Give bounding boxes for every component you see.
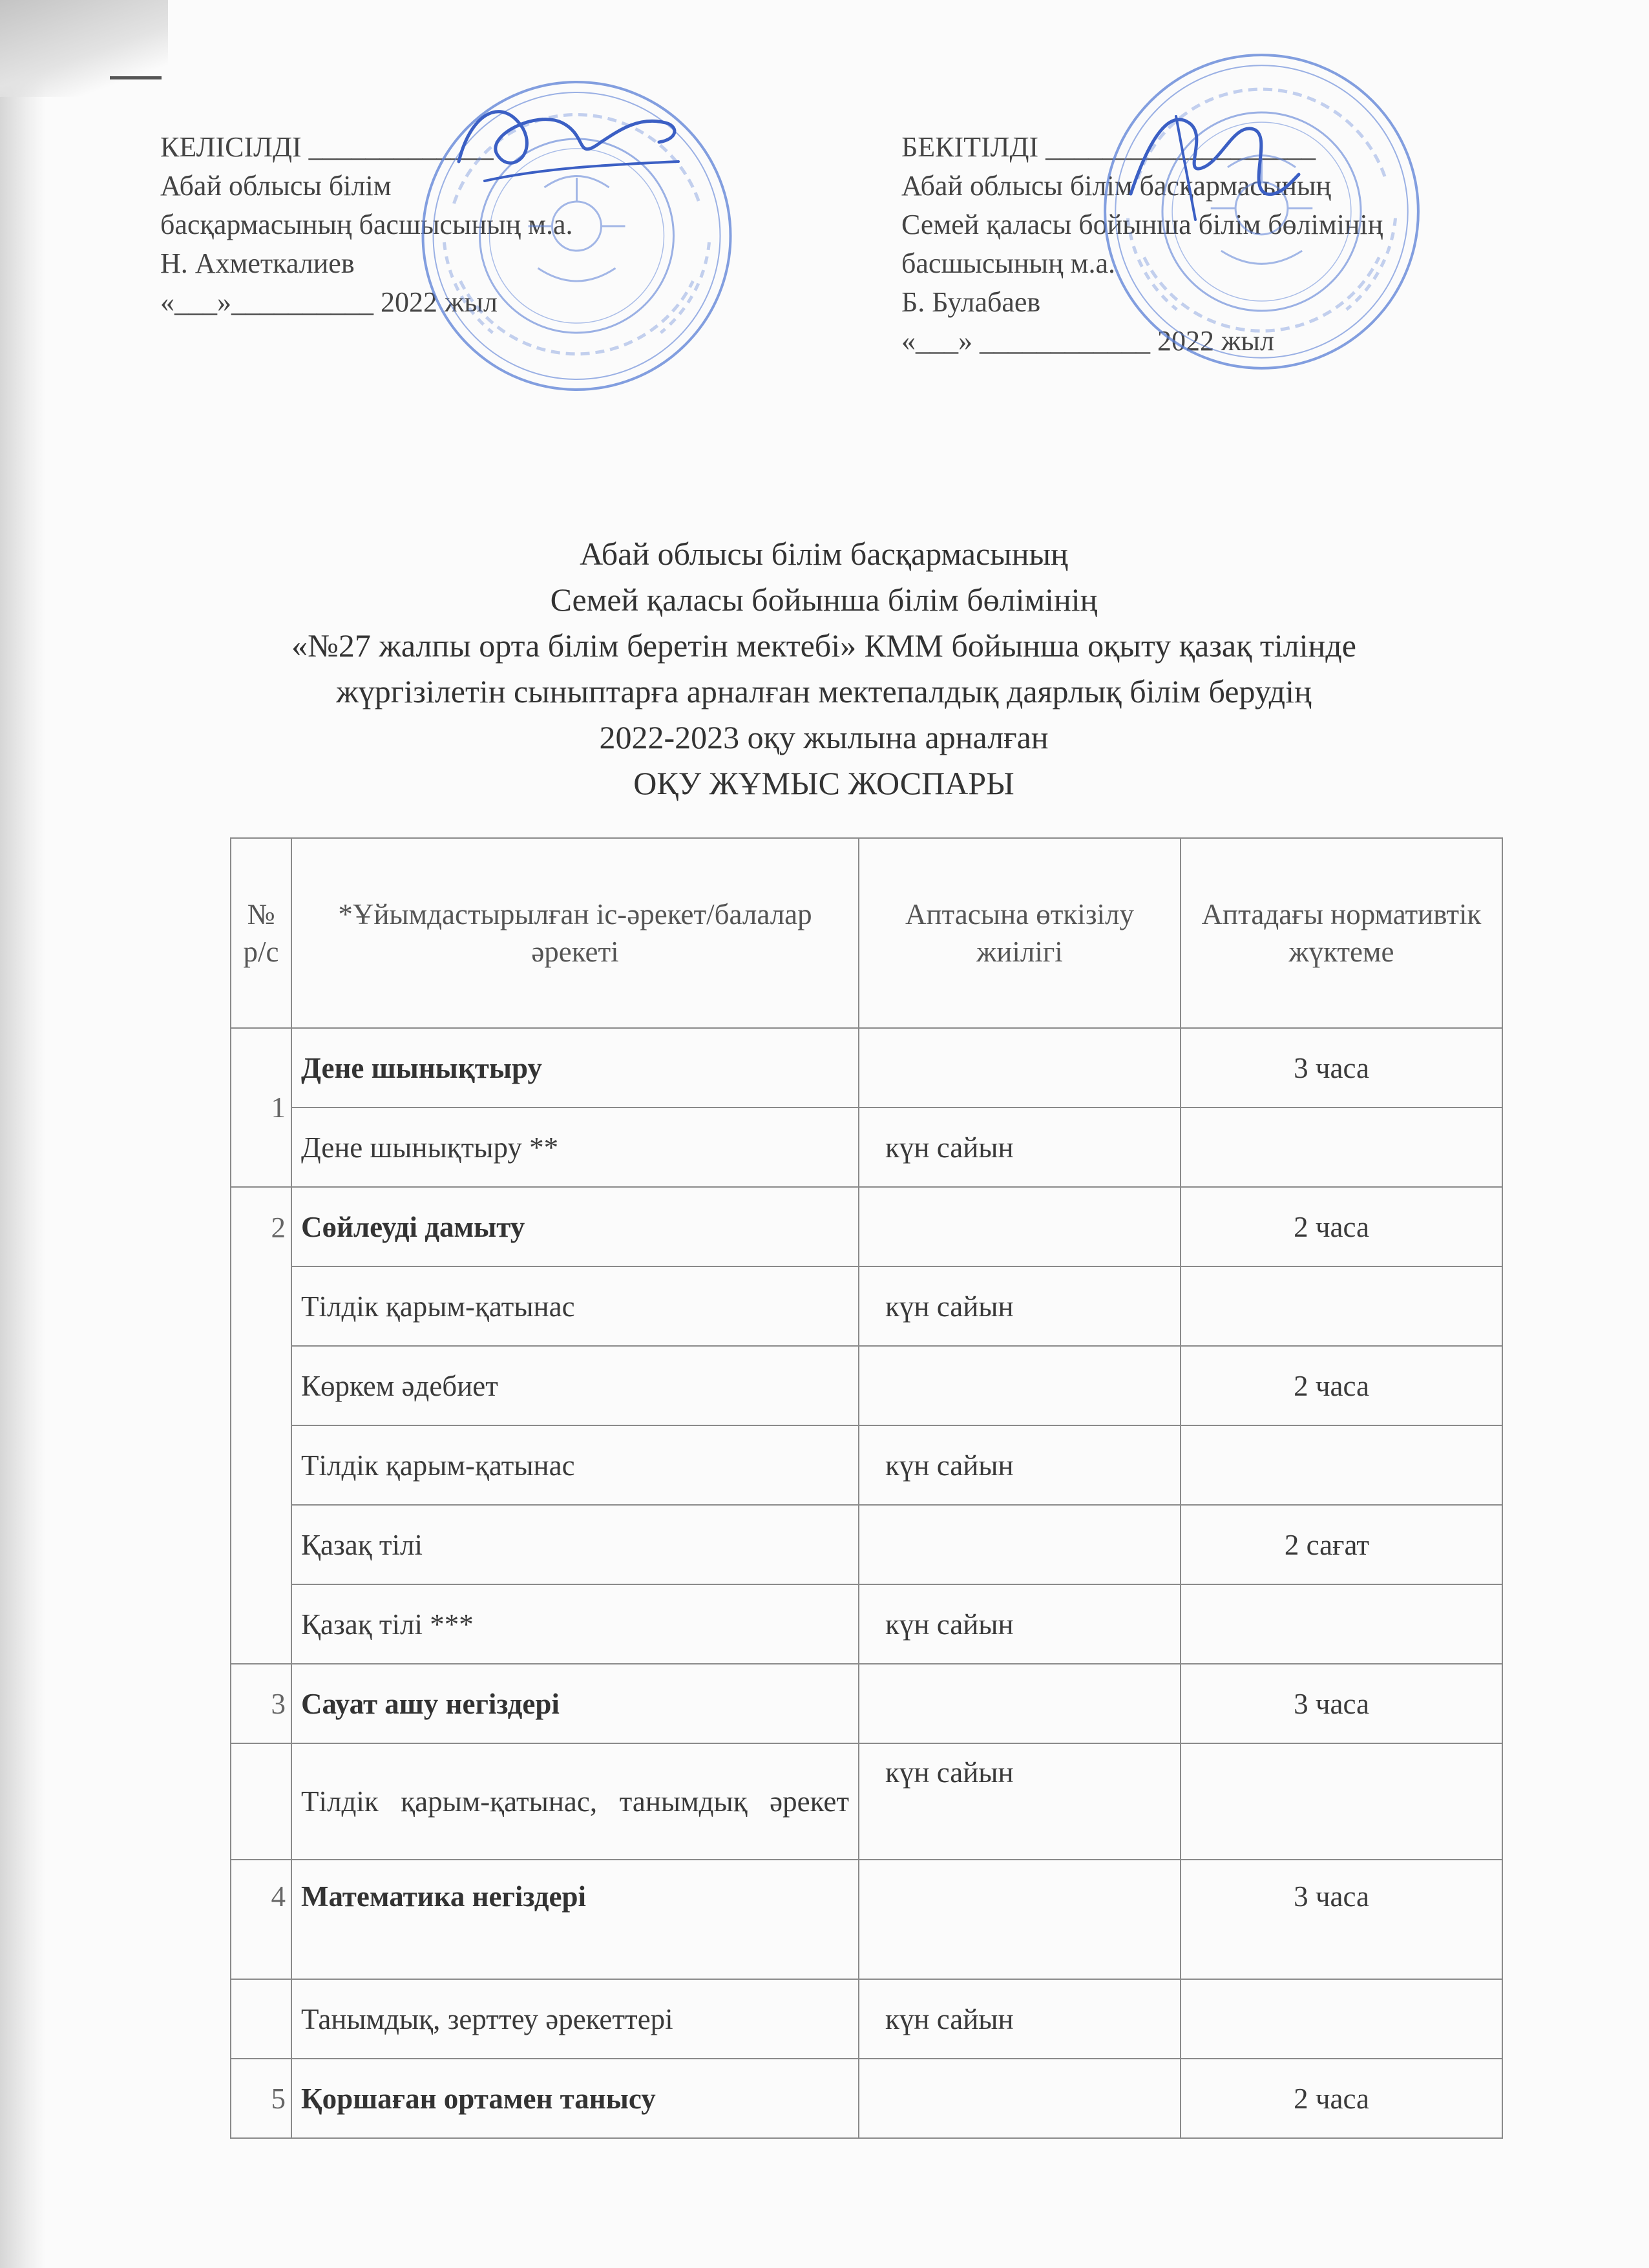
row-number: 2 — [231, 1187, 291, 1664]
frequency-cell — [859, 2059, 1181, 2138]
header-load: Аптадағы нормативтік жүктеме — [1181, 838, 1502, 1028]
table-row — [231, 1505, 1502, 1584]
row-number: 4 — [231, 1860, 291, 1979]
activity-cell: Тілдік қарым-қатынас, танымдық әрекет — [291, 1743, 859, 1860]
title-line: жүргізілетін сыныптарға арналған мектепалдық даярлық білім берудің — [336, 673, 1312, 709]
activity-cell: Қазақ тілі — [291, 1505, 859, 1584]
load-cell — [1181, 1979, 1502, 2059]
curriculum-table — [230, 837, 1503, 2139]
load-cell: 2 часа — [1181, 1346, 1502, 1425]
approval-line: Б. Булабаев — [901, 286, 1041, 318]
table-row — [231, 1425, 1502, 1505]
load-cell — [1181, 1108, 1502, 1187]
table-row — [231, 1108, 1502, 1187]
activity-cell: Тілдік қарым-қатынас — [291, 1425, 859, 1505]
activity-cell: Көркем әдебиет — [291, 1346, 859, 1425]
title-line-heading: ОҚУ ЖҰМЫС ЖОСПАРЫ — [633, 765, 1014, 801]
activity-cell: Дене шынықтыру — [291, 1028, 859, 1108]
scan-shadow-edge — [0, 0, 45, 2268]
frequency-cell — [859, 1028, 1181, 1108]
table-row — [231, 1584, 1502, 1664]
scan-shadow-corner — [0, 0, 168, 97]
title-line: Семей қаласы бойынша білім бөлімінің — [550, 582, 1098, 618]
row-number: 5 — [231, 2059, 291, 2138]
load-cell — [1181, 1425, 1502, 1505]
approval-line: басқармасының басшысының м.а. — [160, 209, 573, 240]
table-row — [231, 1664, 1502, 1743]
load-cell — [1181, 1584, 1502, 1664]
activity-cell: Математика негіздері — [291, 1860, 859, 1979]
header-number: № р/с — [231, 838, 291, 1028]
frequency-cell: күн сайын — [859, 1584, 1181, 1664]
frequency-cell: күн сайын — [859, 1108, 1181, 1187]
title-line: Абай облысы білім басқармасының — [580, 536, 1068, 572]
approval-line: Н. Ахметкалиев — [160, 247, 355, 279]
load-cell: 3 часа — [1181, 1028, 1502, 1108]
activity-cell: Танымдық, зерттеу әрекеттері — [291, 1979, 859, 2059]
activity-cell: Дене шынықтыру ** — [291, 1108, 859, 1187]
approval-line: Семей қаласы бойынша білім бөлімінің — [901, 209, 1383, 240]
table-row — [231, 1346, 1502, 1425]
activity-cell: Сөйлеуді дамыту — [291, 1187, 859, 1266]
signature-left — [446, 84, 691, 200]
frequency-cell: күн сайын — [859, 1425, 1181, 1505]
load-cell: 2 часа — [1181, 2059, 1502, 2138]
load-cell: 2 часа — [1181, 1187, 1502, 1266]
row-number: 3 — [231, 1664, 291, 1743]
approval-heading: БЕКІТІЛДІ ___________________ — [901, 131, 1316, 163]
document-title — [194, 531, 1454, 806]
approval-line: Абай облысы білім — [160, 170, 392, 202]
load-cell: 3 часа — [1181, 1860, 1502, 1979]
frequency-cell — [859, 1505, 1181, 1584]
title-line: «№27 жалпы орта білім беретін мектебі» КММ бойынша оқыту қазақ тілінде — [291, 627, 1356, 664]
signature-right — [1111, 97, 1305, 226]
approval-line: басшысының м.а. — [901, 247, 1116, 279]
frequency-cell: күн сайын — [859, 1979, 1181, 2059]
table-row — [231, 1187, 1502, 1266]
approval-line: Абай облысы білім басқармасының — [901, 170, 1332, 202]
load-cell: 2 сағат — [1181, 1505, 1502, 1584]
load-cell: 3 часа — [1181, 1664, 1502, 1743]
table-row — [231, 1028, 1502, 1108]
activity-cell: Тілдік қарым-қатынас — [291, 1266, 859, 1346]
title-line: 2022-2023 оқу жылына арналған — [599, 719, 1049, 755]
table-header-row — [231, 838, 1502, 1028]
table-row — [231, 1743, 1502, 1860]
table-row — [231, 1266, 1502, 1346]
activity-cell: Қоршаған ортамен танысу — [291, 2059, 859, 2138]
activity-cell: Қазақ тілі *** — [291, 1584, 859, 1664]
load-cell — [1181, 1743, 1502, 1860]
row-number-empty — [231, 1743, 291, 1860]
header-frequency: Аптасына өткізілу жиілігі — [859, 838, 1181, 1028]
frequency-cell: күн сайын — [859, 1743, 1181, 1860]
frequency-cell — [859, 1346, 1181, 1425]
row-number-empty — [231, 1979, 291, 2059]
approval-line: «___»__________ 2022 жыл — [160, 286, 498, 318]
scan-corner-mark — [110, 76, 162, 79]
approval-line: «___» ____________ 2022 жыл — [901, 325, 1274, 357]
row-number: 1 — [231, 1028, 291, 1187]
load-cell — [1181, 1266, 1502, 1346]
approval-heading: КЕЛІСІЛДІ _____________ — [160, 131, 494, 163]
frequency-cell — [859, 1187, 1181, 1266]
table-row — [231, 2059, 1502, 2138]
activity-cell: Сауат ашу негіздері — [291, 1664, 859, 1743]
table-row — [231, 1860, 1502, 1979]
frequency-cell — [859, 1860, 1181, 1979]
header-activity: *Ұйымдастырылған іс-әрекет/балалар әрекеті — [291, 838, 859, 1028]
table-row — [231, 1979, 1502, 2059]
frequency-cell — [859, 1664, 1181, 1743]
frequency-cell: күн сайын — [859, 1266, 1181, 1346]
